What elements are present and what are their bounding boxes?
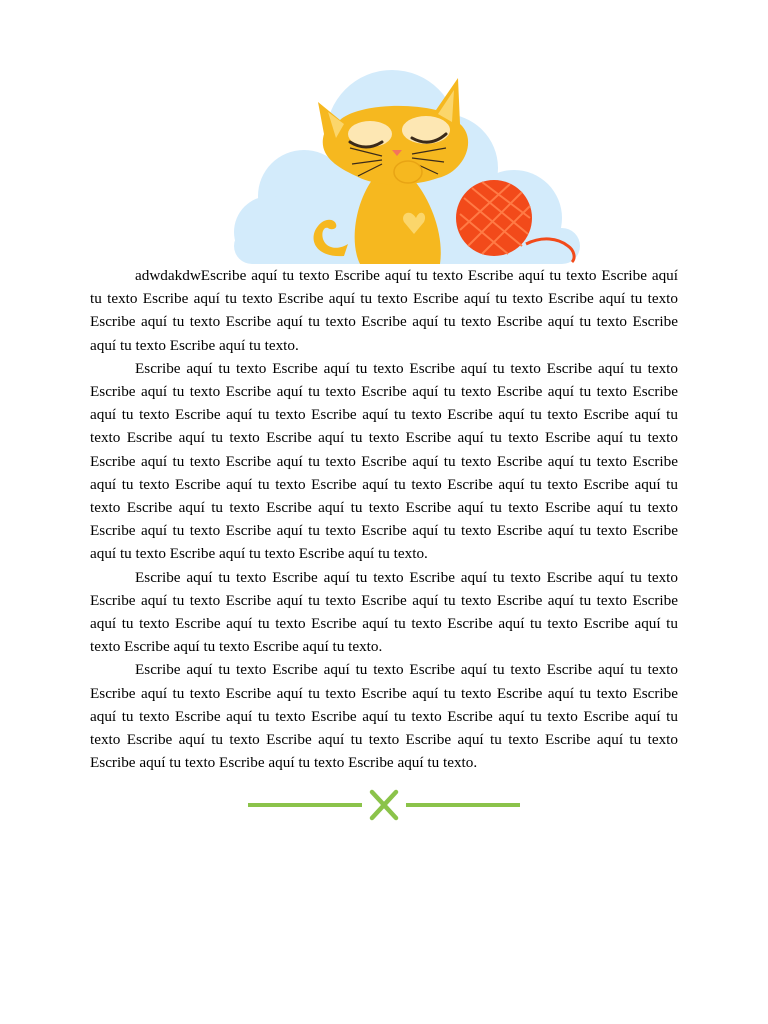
cat-paw bbox=[394, 161, 422, 183]
paragraph: adwdakdwEscribe aquí tu texto Escribe aquí tu texto Escribe aquí tu texto Escribe aquí tu texto Escribe aquí tu texto Escribe aquí tu texto Escribe aquí tu texto Escribe aquí tu texto Escribe aquí tu texto Escribe aquí tu texto Escribe aquí tu texto Escribe aquí tu texto Escribe aquí tu texto Escribe aquí tu texto. bbox=[90, 267, 678, 354]
paragraph: Escribe aquí tu texto Escribe aquí tu texto Escribe aquí tu texto Escribe aquí tu texto Escribe aquí tu texto Escribe aquí tu texto Escribe aquí tu texto Escribe aquí tu texto Escribe aquí tu texto Escribe aquí tu texto Escribe aquí tu texto Escribe aquí tu texto Escribe aquí tu texto Escribe aquí tu texto Escribe aquí tu texto Escribe aquí tu texto Escribe aquí tu texto Escribe aquí tu texto Escribe aquí tu texto Escribe aquí tu texto. bbox=[90, 661, 678, 772]
cat-with-yarn-ball-icon bbox=[232, 68, 582, 264]
cross-icon bbox=[372, 792, 396, 818]
paragraph: Escribe aquí tu texto Escribe aquí tu texto Escribe aquí tu texto Escribe aquí tu texto Escribe aquí tu texto Escribe aquí tu texto Escribe aquí tu texto Escribe aquí tu texto Escribe aquí tu texto Escribe aquí tu texto Escribe aquí tu texto Escribe aquí tu texto Escribe aquí tu texto Escribe aquí tu texto Escribe aquí tu texto Escribe aquí tu texto Escribe aquí tu texto Escribe aquí tu texto Escribe aquí tu texto Escribe aquí tu texto Escribe aquí tu texto Escribe aquí tu texto Escribe aquí tu texto Escribe aquí tu texto Escribe aquí tu texto Escribe aquí tu texto Escribe aquí tu texto Escribe aquí tu texto Escribe aquí tu texto Escribe aquí tu texto Escribe aquí tu texto Escribe aquí tu texto Escribe aquí tu texto Escribe aquí tu texto Escribe aquí tu texto Escribe aquí tu texto Escribe aquí tu texto. bbox=[90, 359, 678, 563]
body-text bbox=[90, 264, 678, 774]
paragraph: Escribe aquí tu texto Escribe aquí tu texto Escribe aquí tu texto Escribe aquí tu texto Escribe aquí tu texto Escribe aquí tu texto Escribe aquí tu texto Escribe aquí tu texto Escribe aquí tu texto Escribe aquí tu texto Escribe aquí tu texto Escribe aquí tu texto Escribe aquí tu texto Escribe aquí tu texto Escribe aquí tu texto. bbox=[90, 568, 678, 656]
cross-divider-icon bbox=[246, 786, 522, 824]
